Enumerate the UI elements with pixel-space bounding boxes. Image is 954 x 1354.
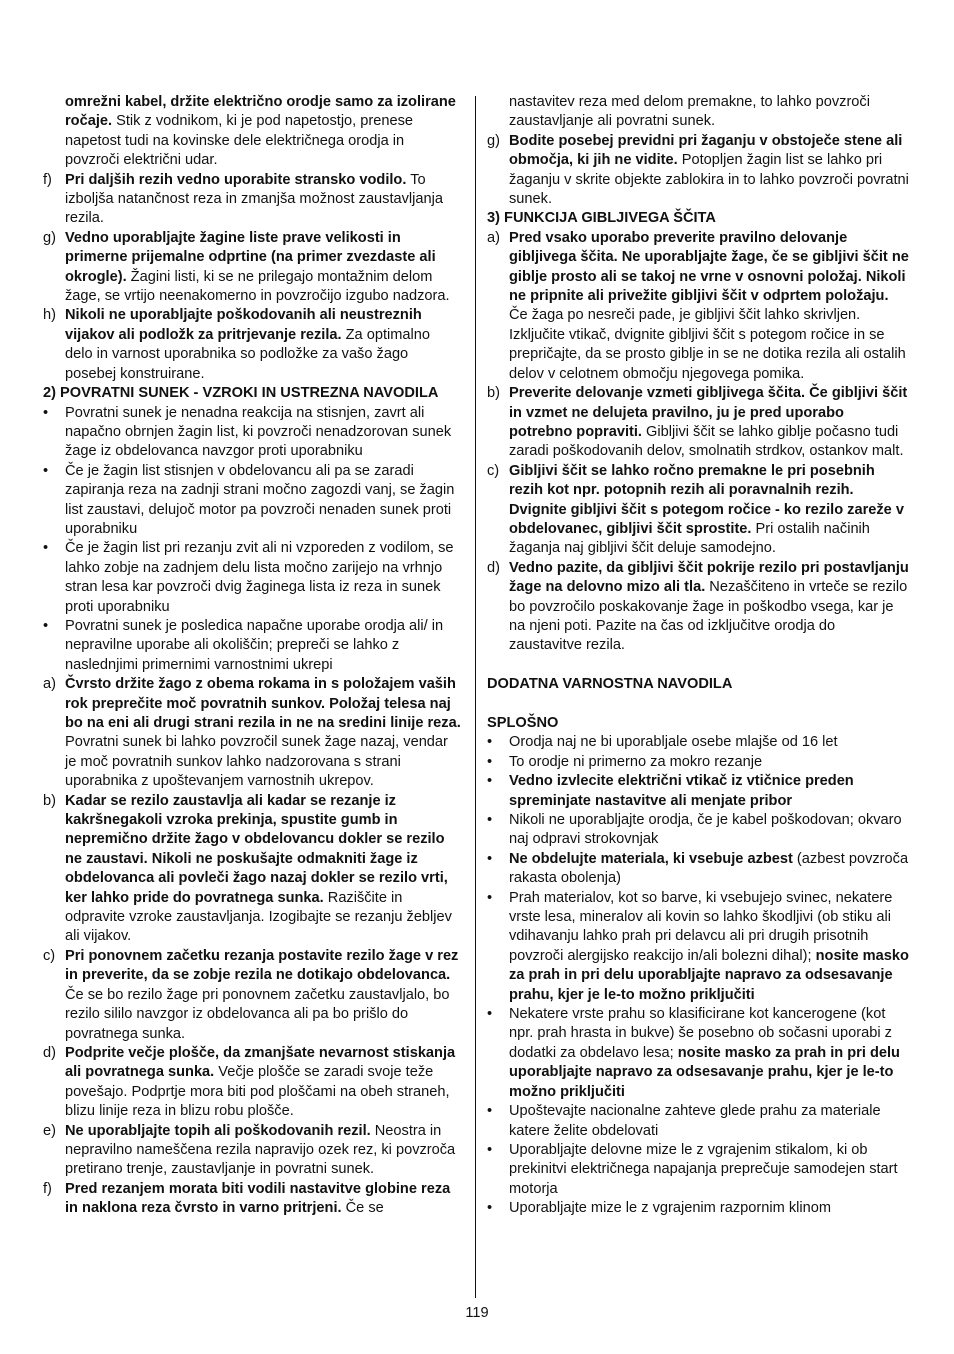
body-text: Gibljivi ščit se lahko giblje počasno tudi zaradi poškodovanih delov, smolnatih strdkov, ostankov malt. xyxy=(509,423,904,460)
bullet-marker: • xyxy=(487,812,493,828)
list-item xyxy=(487,811,911,850)
bullet-marker: • xyxy=(43,404,49,421)
spacer xyxy=(487,656,911,675)
bullet-marker: • xyxy=(43,462,49,479)
bold-text: Pri daljših rezih vedno uporabite stransko vodilo. xyxy=(65,171,407,188)
list-item xyxy=(487,93,911,132)
bold-text: nosite masko za prah in pri delu uporabljajte napravo za odsesavanje prahu, kjer je le-to možno priključiti xyxy=(509,947,909,1003)
bullet-marker: • xyxy=(487,1006,493,1023)
item-marker: b) xyxy=(487,385,500,402)
item-marker: e) xyxy=(43,1122,56,1139)
bullet-marker: • xyxy=(487,1141,493,1158)
item-marker: c) xyxy=(487,462,500,479)
body-text: Če se xyxy=(341,1200,384,1217)
body-text: Če je žagin list stisnjen v obdelovancu ali pa se zaradi zapiranja reza na zadnji strani močno zagozdi vanj, se žagin list zaustavi, delujoč motor pa povzroči nenaden sunek proti uporabniku xyxy=(65,462,455,537)
bullet-marker: • xyxy=(487,773,493,790)
list-item xyxy=(43,947,461,1044)
item-marker: f) xyxy=(43,1180,52,1197)
body-text: Uporabljajte delovne mize le z vgrajenim stikalom, ki ob prekinitvi električnega napajanja preprečuje samodejen start motorja xyxy=(509,1141,898,1197)
list-item xyxy=(43,1044,461,1122)
list-item xyxy=(43,675,461,791)
bold-text: Vedno izvlecite električni vtikač iz vtičnice preden spreminjate nastavitve ali menjate pribor xyxy=(509,773,854,809)
bold-text: Pred vsako uporabo preverite pravilno delovanje gibljivega ščita. Ne uporabljajte žage, če se gibljivi ščit ne giblje prosto ali se takoj ne vrne v osnovni položaj. Nikoli ne pripnite ali privežite gibljivi ščit v odprtem položaju. xyxy=(509,229,909,305)
column-divider xyxy=(475,96,476,1298)
list-item xyxy=(43,306,461,384)
list-item xyxy=(43,617,461,675)
list-item xyxy=(487,1199,911,1218)
item-marker: d) xyxy=(487,559,500,576)
item-marker: g) xyxy=(43,229,56,246)
list-item xyxy=(487,850,911,889)
list-item xyxy=(43,171,461,229)
bullet-marker: • xyxy=(487,889,493,906)
body-text: Neostra in nepravilno nameščena rezila napravijo ozek rez, ki povzroča pretirano trenje, zaustavljanje in povratni sunek. xyxy=(65,1122,456,1178)
section-heading: SPLOŠNO xyxy=(487,714,559,731)
bold-text: omrežni kabel, držite električno orodje samo za izolirane ročaje. xyxy=(65,94,456,130)
bullet-marker: • xyxy=(487,1103,493,1120)
body-text: Če se bo rezilo žage pri ponovnem začetku zaustavljalo, bo rezilo sililo navzgor iz obdelovanca ali pa bo prišlo do povratnega sunka. xyxy=(65,986,450,1042)
item-marker: b) xyxy=(43,792,56,809)
item-marker: a) xyxy=(487,229,500,246)
bullet-marker: • xyxy=(487,753,493,770)
body-text: Uporabljajte mize le z vgrajenim razpornim klinom xyxy=(509,1200,831,1217)
list-item xyxy=(487,753,911,772)
body-text: Nezaščiteno in vrteče se rezilo bo povzročilo poskakovanje žage in poškodbo vsega, kar je na njeni poti. Pazite na čas od izključitve orodja do zaustavitve rezila. xyxy=(509,579,908,654)
bold-text: Podprite večje plošče, da zmanjšate nevarnost stiskanja ali povratnega sunka. xyxy=(65,1044,456,1081)
list-item xyxy=(487,1141,911,1199)
list-item xyxy=(487,229,911,384)
body-text: Stik z vodnikom, ki je pod napetostjo, prenese napetost tudi na kovinske dele električnega orodja in povzroči električni udar. xyxy=(65,113,414,169)
body-text: Žagini listi, ki se ne prilegajo montažnim delom žage, se vrtijo neenakomerno in povzročijo izgubo nadzora. xyxy=(65,268,450,305)
body-text: Povratni sunek je nenadna reakcija na stisnjen, zavrt ali napačno obrnjen žagin list, ki povzroči nenadzorovan sunek žage iz obdelovanca navzgor proti uporabniku xyxy=(65,404,452,460)
item-marker: f) xyxy=(43,171,52,188)
list-item xyxy=(43,93,461,171)
bold-text: Ne uporabljajte topih ali poškodovanih rezil. xyxy=(65,1122,371,1139)
bold-text: Pred rezanjem morata biti vodili nastavitve globine reza in naklona reza čvrsto in varno pritrjeni. xyxy=(65,1180,451,1217)
left-column xyxy=(43,93,461,1219)
bold-text: Kadar se rezilo zaustavlja ali kadar se rezanje iz kakršnegakoli vzroka prekinja, spustite gumb in nepremično držite žago v obdelovancu dokler se rezilo ne zaustavi. Nikoli ne poskušajte odmakniti žage iz obdelovanca ali povleči žago nazaj dokler se rezilo vrti, ker lahko pride do povratnega sunka. xyxy=(65,792,448,906)
bold-text: Nikoli ne uporabljajte poškodovanih ali neustreznih vijakov ali podložk za pritrjevanje rezila. xyxy=(65,307,422,343)
bold-text: Vedno uporabljajte žagine liste prave velikosti in primerne prijemalne odprtine (na primer zvezdaste ali okrogle). xyxy=(65,229,436,285)
page-number: 119 xyxy=(465,1305,489,1321)
list-item xyxy=(487,733,911,752)
section-heading: 3) FUNKCIJA GIBLJIVEGA ŠČITA xyxy=(487,210,716,227)
right-column xyxy=(487,93,911,1219)
body-text: Večje plošče se zaradi svoje teže povešajo. Podprtje mora biti pod ploščami na obeh straneh, blizu linije reza in blizu robu plošče. xyxy=(65,1064,450,1120)
bold-text: Vedno pazite, da gibljivi ščit pokrije rezilo pri postavljanju žage na delovno mizo ali tla. xyxy=(509,559,909,596)
item-marker: g) xyxy=(487,132,500,149)
body-text: Raziščite in odpravite vzroke zaustavljanja. Izogibajte se rezanju žebljev ali vijakov. xyxy=(65,889,452,945)
item-marker: d) xyxy=(43,1044,56,1061)
bold-text: Bodite posebej previdni pri žaganju v obstoječe stene ali območja, ki jih ne vidite. xyxy=(509,132,903,169)
bullet-marker: • xyxy=(43,540,49,557)
body-text: Za optimalno delo in varnost uporabnika so podložke za vašo žago posebej konstruirane. xyxy=(65,326,430,382)
item-marker: c) xyxy=(43,947,56,964)
bold-text: Preverite delovanje vzmeti gibljivega ščita. Če gibljivi ščit in vzmet ne delujeta pravilno, ju je pred uporabo potrebno popraviti. xyxy=(509,385,908,440)
list-item xyxy=(487,1102,911,1141)
item-marker: a) xyxy=(43,676,56,693)
body-text: Upoštevajte nacionalne zahteve glede prahu za materiale katere želite obdelovati xyxy=(509,1103,881,1139)
bold-text: Pri ponovnem začetku rezanja postavite rezilo žage v rez in preverite, da se zobje rezila ne dotikajo obdelovanca. xyxy=(65,947,459,984)
bullet-marker: • xyxy=(487,850,493,867)
bold-text: Gibljivi ščit se lahko ročno premakne le pri posebnih rezih kot npr. potopnih rezih ali poravnalnih rezih. Dvignite gibljivi ščit s potegom ročice - ko rezilo zareže v obdelovanec, gibljivi ščit sprostite. xyxy=(509,462,904,537)
body-text: Pri ostalih načinih žaganja naj gibljivi ščit deluje samodejno. xyxy=(509,520,870,557)
list-item xyxy=(43,792,461,947)
bullet-marker: • xyxy=(487,734,493,751)
list-item xyxy=(43,404,461,462)
body-text: To orodje ni primerno za mokro rezanje xyxy=(509,753,763,770)
list-item xyxy=(487,559,911,656)
list-item xyxy=(487,772,911,811)
list-item xyxy=(487,889,911,1005)
list-item xyxy=(43,539,461,617)
body-text: Potopljen žagin list se lahko pri žaganju v skrite objekte zablokira in to lahko povzroči povratni sunek. xyxy=(509,152,909,208)
body-text: Povratni sunek je posledica napačne uporabe orodja ali/ in nepravilne uporabe ali okoliščin; prepreči se lahko z naslednjimi primernimi varnostnimi ukrepi xyxy=(65,617,444,673)
list-item xyxy=(487,132,911,210)
bold-text: Čvrsto držite žago z obema rokama in s položajem vaših rok preprečite moč povratnih sunkov. Položaj telesa naj bo na eni ali drugi strani rezila in ne na sredini linije reza. xyxy=(65,676,461,731)
body-text: To izboljša natančnost reza in zmanjša možnost zaustavljanja rezila. xyxy=(65,171,444,227)
bullet-marker: • xyxy=(43,617,49,634)
body-text: Če je žagin list pri rezanju zvit ali ni vzporeden z vodilom, se lahko zobje na zadnjem delu lista močno zarijejo na vrhnjo stran lesa kar povzroči dvig žaginega lista iz reza in sunek proti uporabniku xyxy=(65,540,454,615)
list-item xyxy=(487,384,911,462)
item-marker: h) xyxy=(43,307,56,324)
body-text: Nikoli ne uporabljajte orodja, če je kabel poškodovan; okvaro naj odpravi strokovnjak xyxy=(509,812,902,848)
list-item xyxy=(43,1122,461,1180)
body-text: Nekatere vrste prahu so klasificirane kot kancerogene (kot npr. prah hrasta in bukve) še posebno ob sočasni uporabi z dodatki za obdelavo lesa; xyxy=(509,1006,892,1061)
list-item xyxy=(43,229,461,307)
bold-text: Ne obdelujte materiala, ki vsebuje azbest xyxy=(509,850,793,867)
section-heading: DODATNA VARNOSTNA NAVODILA xyxy=(487,676,733,693)
bullet-marker: • xyxy=(487,1200,493,1217)
body-text: Če žaga po nesreči pade, je gibljivi ščit lahko skrivljen. Izključite vtikač, dvignite gibljivi ščit s potegom ročice in se prepričajte, da se prosto giblje in se ne dotika rezila ali ostalih delov v celotnem območju njegovega pomika. xyxy=(509,307,906,382)
body-text: Prah materialov, kot so barve, ki vsebujejo svinec, nekatere vrste lesa, mineralov ali kovin so lahko škodljivi (ob stiku ali vdihavanju lahko prah pri delavcu ali pri drugih prisotnih povzroči alergijsko reakcijo in/ali bolezni dihal); xyxy=(509,889,893,964)
list-item xyxy=(43,1180,461,1219)
body-text: (azbest povzroča rakasta obolenja) xyxy=(509,850,909,887)
list-item xyxy=(487,1005,911,1102)
spacer xyxy=(487,695,911,714)
body-text: Povratni sunek bi lahko povzročil sunek žage nazaj, vendar je moč povratnih sunkov lahko nadzorovana s strani uporabnika z upoštevanjem varnostnih ukrepov. xyxy=(65,734,448,790)
body-text: nastavitev reza med delom premakne, to lahko povzroči zaustavljanje ali povratni sunek. xyxy=(509,94,870,130)
list-item xyxy=(487,462,911,559)
body-text: Orodja naj ne bi uporabljale osebe mlajše od 16 let xyxy=(509,734,838,751)
list-item xyxy=(43,462,461,540)
bold-text: nosite masko za prah in pri delu uporabljajte napravo za odsesavanje prahu, kjer je le-to možno priključiti xyxy=(509,1044,900,1100)
section-heading: 2) POVRATNI SUNEK - VZROKI IN USTREZNA NAVODILA xyxy=(43,385,439,402)
